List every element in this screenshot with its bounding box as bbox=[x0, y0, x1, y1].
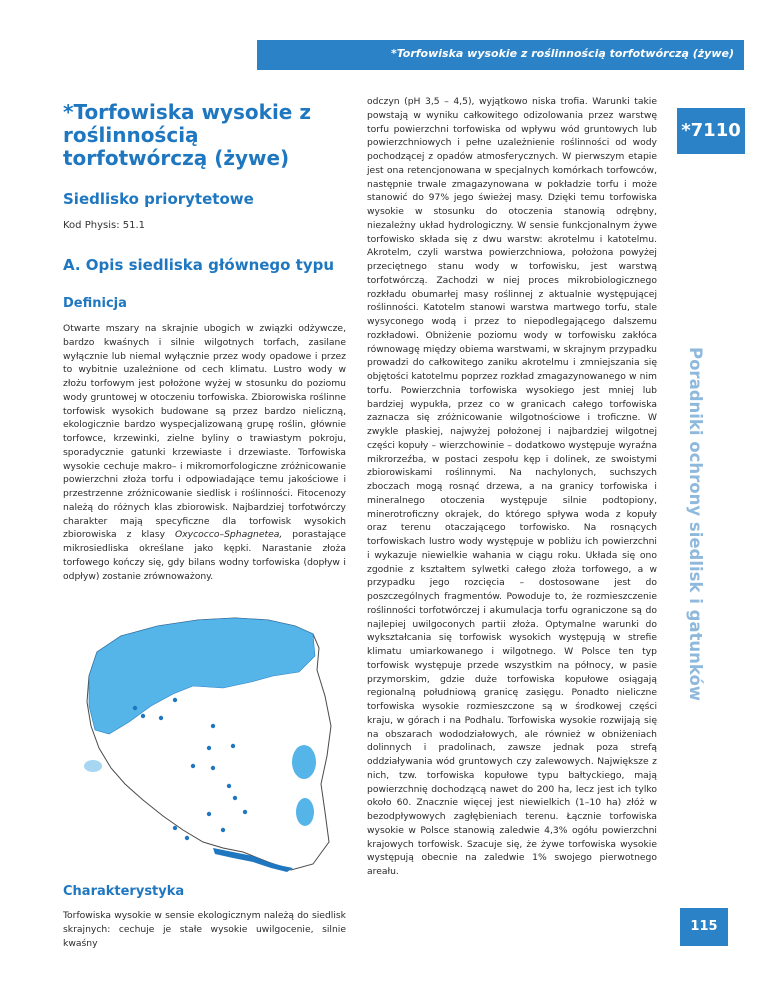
western-area bbox=[84, 760, 102, 772]
definition-text bbox=[63, 322, 346, 583]
page-number: 115 bbox=[680, 908, 728, 946]
eastern-area bbox=[292, 745, 316, 779]
distribution-map bbox=[63, 616, 338, 878]
definition-text-part-1: Otwarte mszary na skrajnie ubogich w związki odżywcze, bardzo kwaśnych i silnie wilgotnych torfach, zasilane wyłącznie lub niemal wyłącznie przez wody opadowe i przez to wybitnie uzależnione od cech klimatu. Lustro wody w złożu torfowym jest położone wyżej w stosunku do poziomu wody gruntowej w otoczeniu torfowiska. Zbiorowiska roślinne torfowisk wysokich budowane są przez bardzo nieliczną, ekologicznie bardzo wyspecjalizowaną grupę roślin, głównie torfowce, krzewinki, zielne byliny o trawiastym pokroju, sporadycznie gatunki krzewiaste i drzewiaste. Torfowiska wysokie cechuje makro– i mikromorfologiczne zróżnicowanie powierzchni złoża torfu i odpowiadające temu jakościowe i przestrzenne zróżnicowanie siedlisk i roślinności. Fitocenozy należą do różnych klas zbiorowisk. Najbardziej torfotwórczy charakter mają specyficzne dla torfowisk wysokich zbiorowiska z klasy bbox=[63, 323, 346, 541]
definition-text-part-2: porastające mikrosiedliska określane jako kępki. Narastanie złoża torfowego kończy się, gdy bilans wodny torfowiska (dopływ i odpływ) zostanie zrównoważony. bbox=[63, 529, 346, 582]
poland-map-graphic bbox=[63, 616, 338, 878]
right-column-text: odczyn (pH 3,5 – 4,5), wyjątkowo niska trofia. Warunki takie powstają w wyniku całkowitego odizolowania przez warstwę torfu powierzchni torfowiska od wpływu wód gruntowych lub powierzchniowych i pełne uzależnienie roślinności od wody pochodzącej z opadów atmosferycznych. W pierwszym etapie jest ona retencjonowana w specjalnych komórkach torfowców, następnie trwale zmagazynowana w pokładzie torfu i może stanowić do 97% jego świeżej masy. Dzięki temu torfowiska wysokie w stosunku do otoczenia stanowią odrębny, niezależny układ hydrologiczny. W sensie funkcjonalnym żywe torfowisko składa się z dwu warstw: akrotelmu i katotelmu. Akrotelm, czyli warstwa powierzchniowa, położona powyżej przeciętnego stanu wody w torfowisku, jest warstwą torfotwórczą. Zachodzi w niej proces mikrobiologicznego rozkładu obumarłej masy roślinnej z aktualnie występującej roślinności. Katotelm stanowi warstwa martwego torfu, stale wysyconego wodą i przez to niepodlegającego dalszemu rozkładowi. Obniżenie poziomu wody w torfowisku zakłóca równowagę między obiema warstwami, w skrajnym przypadku prowadzi do całkowitego zaniku akrotelmu i zmniejszania się objętości katotelmu poprzez rozkład zmagazynowanego w nim torfu. Powierzchnia torfowiska wysokiego jest mniej lub bardziej wypukła, przez co w granicach całego torfowiska zaznacza się zróżnicowanie wilgotnościowe i troficzne. W zwykle płaskiej, najwyżej położonej i najbardziej wilgotnej części kopuły – wierzchowinie – dodatkowo występuje wyraźna mikrorzeźba, w postaci zespołu kęp i dolinek, ze swoistymi zbiorowiskami roślinnymi. Na nachylonych, suchszych zboczach mogą rosnąć drzewa, a na granicy torfowiska i mineralnego otoczenia występuje silnie podtopiony, minerotroficzny okrajek, do którego spływa woda z kopuły oraz terenu otaczającego torfowisko. Na rosnących torfowiskach lustro wody występuje w pobliżu ich powierzchni i wykazuje niewielkie wahania w ciągu roku. Układa się ono zgodnie z kształtem sylwetki całego złoża torfowego, a w przypadku jego rozcięcia – dostosowane jest do poszczególnych fragmentów. Powoduje to, że rozmieszczenie roślinności torfotwórczej i akumulacja torfu ograniczone są do najlepiej uwilgoconych partii złoża. Optymalne warunki do wykształcania się torfowisk wysokich występują w strefie klimatu umiarkowanego i wilgotnego. W Polsce ten typ torfowisk występuje przede wszystkim na północy, w pasie przymorskim, gdzie duże torfowiska kopułowe osiągają regionalną południową granicę zasięgu. Ponadto nieliczne torfowiska wysokie rozmieszczone są w środkowej części kraju, w górach i na Podhalu. Torfowiska wysokie rozwijają się na obszarach wododziałowych, ale również w obniżeniach dolinnych i pradolinach, zawsze jednak poza strefą oddziaływania wód gruntowych czy zalewowych. Największe z nich, tzw. torfowiska kopułowe typu bałtyckiego, mają powierzchnię dochodzącą nawet do 200 ha, lecz jest ich tylko około 60. Znacznie więcej jest niewielkich (1–10 ha) złóż w bezodpływowych zagłębieniach terenu. Łącznie torfowiska wysokie w Polsce stanowią zaledwie 4,3% ogółu powierzchni krajowych torfowisk. Szacuje się, że żywe torfowiska wysokie występują obecnie na zaledwie 1% swojego pierwotnego areału. bbox=[367, 96, 657, 877]
running-title: *Torfowiska wysokie z roślinnością torfotwórczą (żywe) bbox=[390, 47, 734, 60]
priority-subtitle: Siedlisko priorytetowe bbox=[63, 190, 254, 208]
section-heading: A. Opis siedliska głównego typu bbox=[63, 256, 335, 274]
physis-code: Kod Physis: 51.1 bbox=[63, 220, 146, 231]
definition-heading: Definicja bbox=[63, 296, 127, 311]
side-series-title: Poradniki ochrony siedlisk i gatunków bbox=[686, 347, 705, 702]
south-east-area bbox=[296, 798, 314, 826]
page-title: *Torfowiska wysokie z roślinnością torfotwórczą (żywe) bbox=[63, 100, 311, 170]
characteristics-text: Torfowiska wysokie w sensie ekologicznym należą do siedlisk skrajnych: cechuje je stałe wysokie uwilgocenie, silnie kwaśny bbox=[63, 910, 346, 949]
definition-latin-name: Oxycocco–Sphagnetea, bbox=[174, 529, 283, 541]
habitat-code-badge: *7110 bbox=[677, 108, 745, 154]
side-title-wrapper bbox=[685, 347, 725, 747]
characteristics-heading: Charakterystyka bbox=[63, 884, 185, 899]
